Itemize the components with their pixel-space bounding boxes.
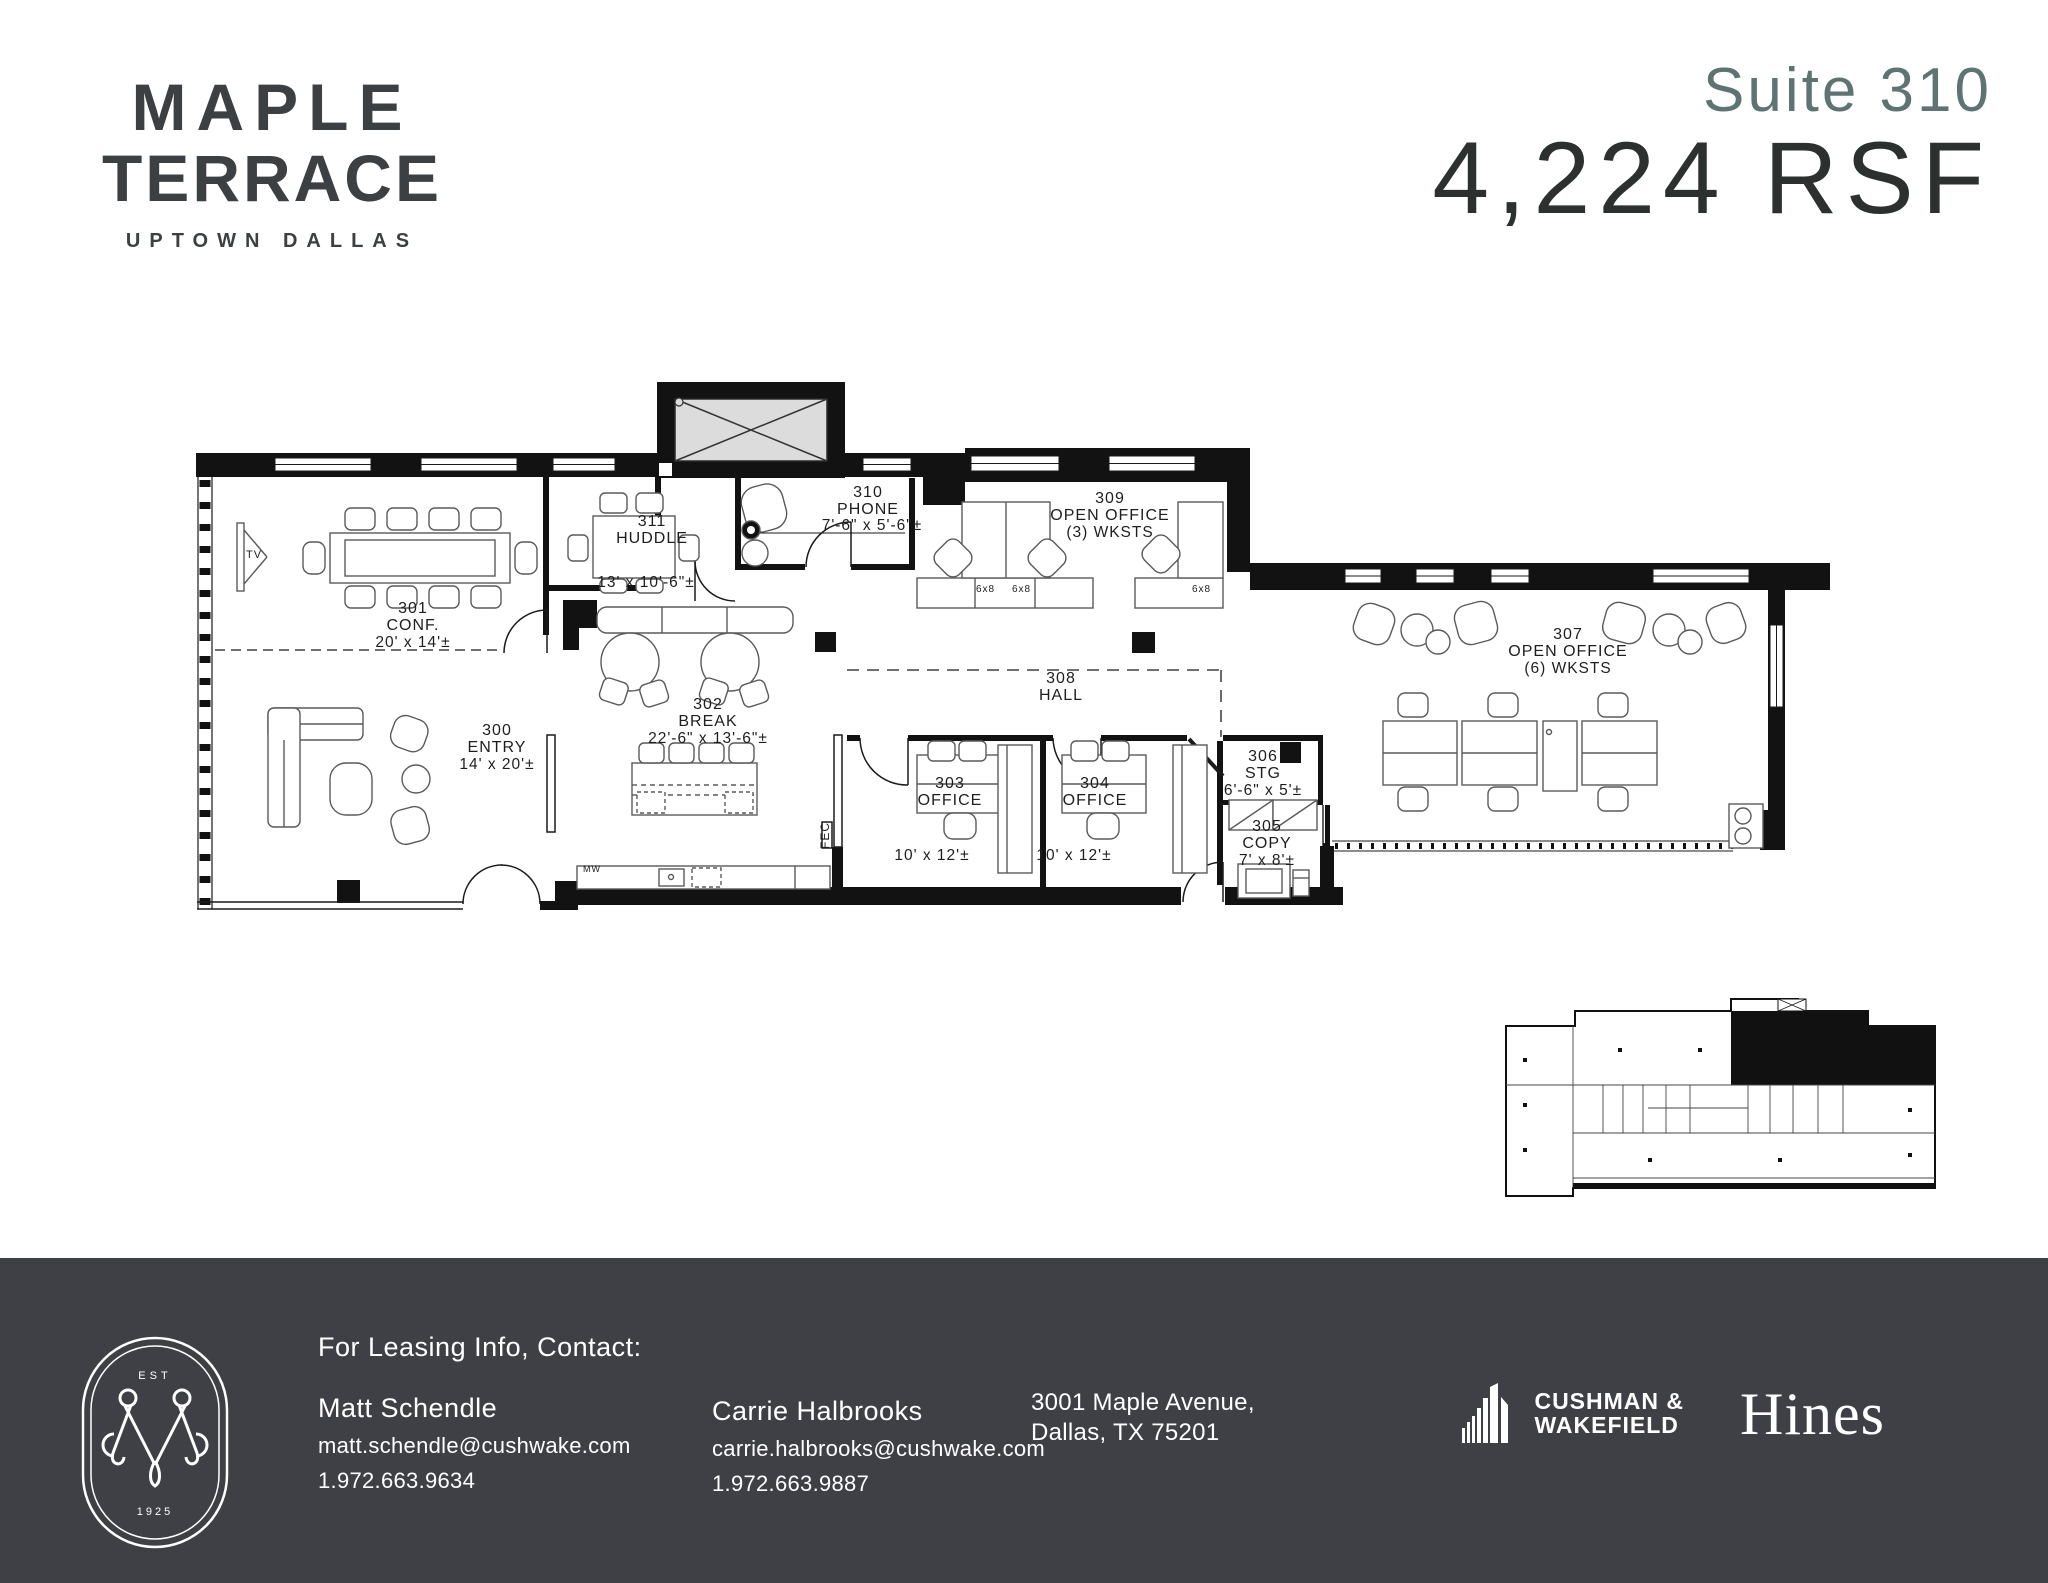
contact-carrie [712, 1396, 1045, 1497]
cubicle-shelf [917, 578, 1093, 608]
tv-unit [237, 523, 244, 591]
room-label-301: 301 CONF. [386, 600, 440, 634]
room-dims-310: 7'-6" x 5'-6"± [821, 517, 923, 534]
room-dims-306: 6'-6" x 5'± [1223, 782, 1303, 799]
room-label-310: 310 PHONE [837, 484, 899, 518]
room-label-309: 309 OPEN OFFICE [1050, 490, 1170, 524]
room-dims-304: 10' x 12'± [1036, 847, 1112, 864]
tv-annotation: TV [246, 549, 263, 561]
emblem-year-text: 1925 [136, 1506, 174, 1518]
contact-matt [318, 1393, 631, 1494]
room-dims-311: 13' x 10'-6"± [597, 574, 695, 591]
suite-summary [1432, 56, 1992, 235]
cushman-line-1: CUSHMAN & [1534, 1388, 1685, 1414]
floorplan-drawing [195, 280, 1905, 970]
room-dims-309: (3) WKSTS [1066, 524, 1154, 541]
logo-tagline: UPTOWN DALLAS [125, 230, 419, 252]
contact-phone[interactable]: 1.972.663.9634 [318, 1468, 476, 1493]
swivel-chair [1350, 600, 1399, 649]
cushman-line-2: WAKEFIELD [1534, 1412, 1679, 1438]
lounge-chair [387, 712, 431, 755]
contact-name: Matt Schendle [318, 1393, 498, 1423]
swivel-chair [1703, 599, 1750, 647]
room-label-304: 304 OFFICE [1062, 775, 1128, 809]
room-dims-301: 20' x 14'± [375, 634, 451, 651]
suite-number: Suite 310 [1703, 56, 1992, 125]
room-label-302: 302 BREAK [678, 696, 738, 730]
key-plan-suite-highlight [1868, 1026, 1935, 1085]
lounge-chair [388, 804, 432, 847]
furniture [237, 480, 1763, 898]
property-address: 3001 Maple Avenue, Dallas, TX 75201 [1031, 1389, 1255, 1446]
room-dims-307: (6) WKSTS [1524, 660, 1612, 677]
cushman-wakefield-logo [1462, 1383, 1684, 1443]
footer [0, 1258, 2048, 1583]
room-label-306: 306 STG [1245, 748, 1281, 782]
cushman-wakefield-icon [1462, 1383, 1520, 1443]
maple-terrace-emblem-icon [80, 1335, 230, 1550]
contact-phone[interactable]: 1.972.663.9887 [712, 1471, 870, 1496]
room-dims-300: 14' x 20'± [459, 756, 535, 773]
cubicle-size-annotation: 6x8 [976, 584, 996, 595]
fec-annotation: FEC [818, 822, 832, 849]
logo-line-2: TERRACE [101, 141, 442, 215]
logo-line-1: MAPLE [131, 70, 413, 144]
emblem-monogram-m [103, 1390, 207, 1486]
swivel-chair [1452, 599, 1501, 648]
cubicle-size-annotation: 6x8 [1192, 584, 1212, 595]
key-plan [1498, 988, 1978, 1238]
room-label-303: 303 OFFICE [917, 775, 983, 809]
room-dims-305: 7' x 8'± [1238, 852, 1296, 869]
elevator-shaft [675, 398, 827, 461]
banquette-bench [597, 607, 793, 633]
hines-logo: Hines [1740, 1381, 1885, 1447]
room-label-307: 307 OPEN OFFICE [1508, 626, 1628, 660]
room-dims-302: 22'-6" x 13'-6"± [648, 730, 768, 747]
coffee-table [330, 763, 372, 815]
contact-email[interactable]: matt.schendle@cushwake.com [318, 1433, 631, 1458]
building-logo [92, 72, 452, 253]
key-plan-suite-highlight [1731, 1011, 1868, 1085]
cubicle-size-annotation: 6x8 [1012, 584, 1032, 595]
room-label-308: 308 HALL [1038, 670, 1084, 704]
room-label-300: 300 ENTRY [467, 722, 527, 756]
leasing-heading: For Leasing Info, Contact: [318, 1332, 642, 1362]
room-label-305: 305 COPY [1242, 818, 1292, 852]
room-dims-303: 10' x 12'± [894, 847, 970, 864]
emblem-est-text: EST [138, 1370, 172, 1382]
suite-rsf: 4,224 RSF [1432, 121, 1992, 235]
contact-name: Carrie Halbrooks [712, 1396, 923, 1426]
mw-annotation: MW [583, 864, 601, 874]
contact-email[interactable]: carrie.halbrooks@cushwake.com [712, 1436, 1046, 1461]
room-label-311: 311 HUDDLE [616, 513, 688, 547]
